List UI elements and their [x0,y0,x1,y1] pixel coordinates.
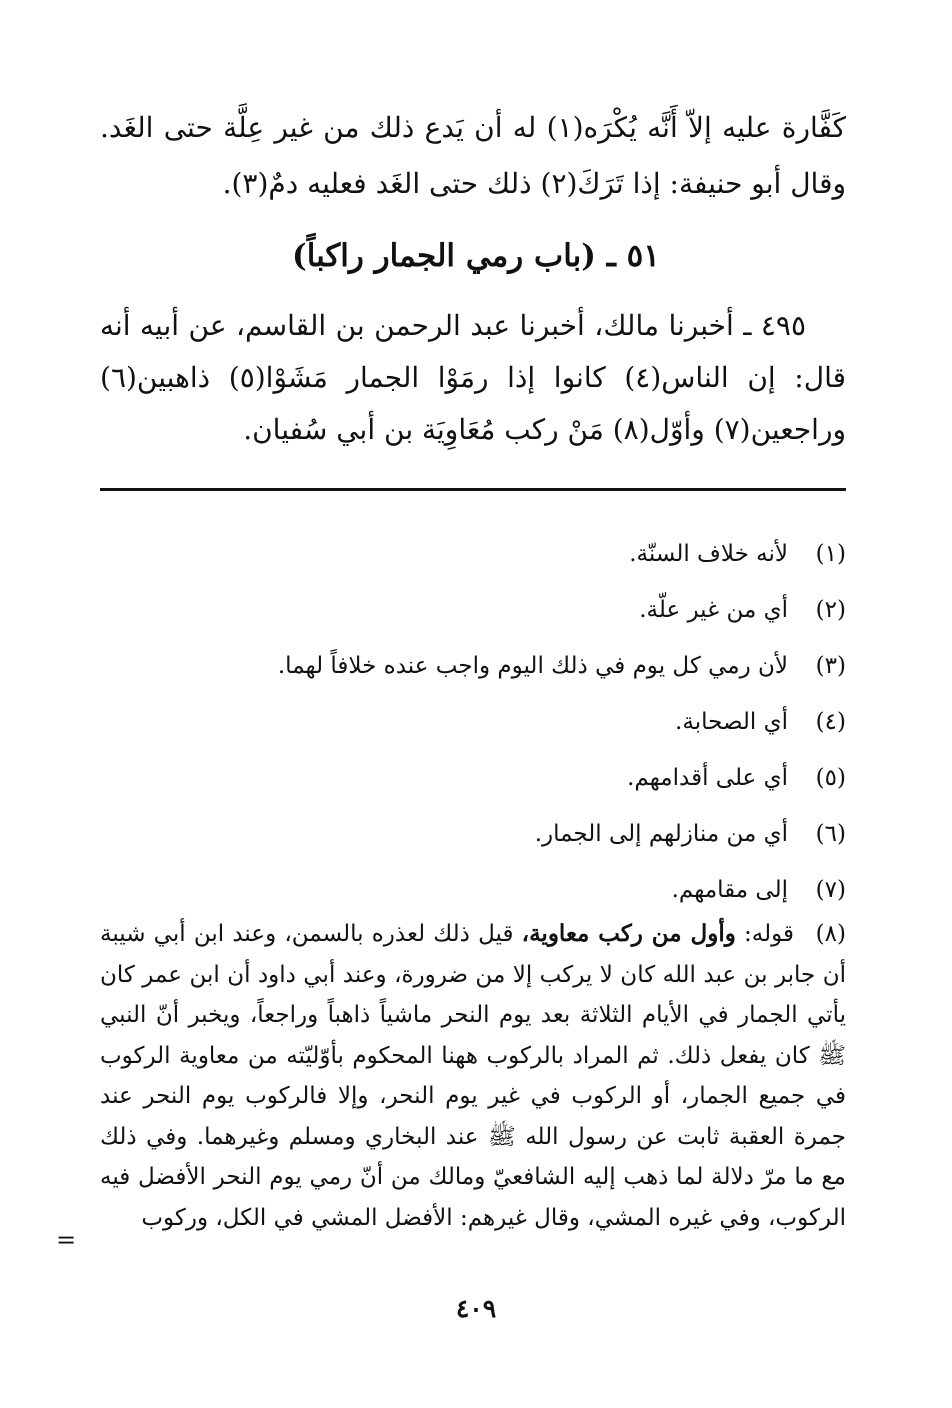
footnote-text: أي على أقدامهم. [627,765,788,791]
footnote-text: أي من منازلهم إلى الجمار. [534,821,788,847]
main-text-block [100,100,846,212]
footnote-8-text: قيل ذلك لعذره بالسمن، وعند ابن أبي شيبة أن جابر بن عبد الله كان لا يركب إلا من ضرورة، وعند أبي داود أن ابن عمر كان يأتي الجمار في الأيام الثلاثة بعد يوم النحر ماشياً ذاهباً وراجعاً، ويخبر أنّ النبي ﷺ كان يفعل ذلك. ثم المراد بالركوب ههنا المحكوم بأوّليّته من معاوية الركوب في جميع الجمار، أو الركوب في غير يوم النحر، وإلا فالركوب يوم النحر عند جمرة العقبة ثابت عن رسول الله ﷺ عند البخاري ومسلم وغيرهما. وفي ذلك مع ما مرّ دلالة لما ذهب إليه الشافعيّ ومالك من أنّ رمي يوم النحر الأفضل فيه الركوب، وفي غيره المشي، وقال غيرهم: الأفضل المشي في الكل، وركوب [100,921,846,1231]
footnote-4 [100,694,846,750]
footnote-number: (٦) [815,821,846,847]
footnote-number: (٤) [815,709,846,735]
footnote-8-paragraph [100,914,846,1238]
footnote-separator-rule [100,488,846,491]
hadith-text: ٤٩٥ ـ أخبرنا مالك، أخبرنا عبد الرحمن بن القاسم، عن أبيه أنه قال: إن الناس(٤) كانوا إذا رمَوْا الجمار مَشَوْا(٥) ذاهبين(٦) وراجعين(٧) وأوّل(٨) مَنْ ركب مُعَاوِيَة بن أبي سُفيان. [100,309,846,446]
footnote-number: (٧) [815,877,846,903]
footnote-8 [100,914,846,1238]
footnote-1 [100,526,846,582]
footnote-8-lead: قوله: [744,921,794,947]
footnote-number: (٢) [815,597,846,623]
footnote-number: (١) [815,541,846,567]
footnote-2 [100,582,846,638]
continuation-mark: = [56,1226,77,1254]
footnote-5 [100,750,846,806]
footnote-text: أي الصحابة. [675,709,788,735]
footnote-text: إلى مقامهم. [671,877,788,903]
page-number: ٤٠٩ [455,1294,497,1323]
footnotes-list [100,526,846,918]
footnote-number: (٨) [815,921,846,947]
footnote-8-quote: وأول من ركب معاوية، [521,920,736,947]
footnote-number: (٥) [815,765,846,791]
footnote-3 [100,638,846,694]
chapter-heading: ٥١ ـ (باب رمي الجمار راكباً) [292,238,660,274]
footnote-text: أي من غير علّة. [639,597,788,623]
footnote-7 [100,862,846,918]
footnote-text: لأنه خلاف السنّة. [629,541,788,567]
hadith-block [100,300,846,456]
footnote-number: (٣) [815,653,846,679]
footnote-text: لأن رمي كل يوم في ذلك اليوم واجب عنده خلافاً لهما. [277,653,788,679]
footnote-6 [100,806,846,862]
main-paragraph: كَفَّارة عليه إلاّ أَنَّه يُكْرَه(١) له أن يَدع ذلك من غير عِلَّة حتى الغَد. وقال أبو حنيفة: إذا تَرَكَ(٢) ذلك حتى الغَد فعليه دمٌ(٣). [100,111,847,200]
